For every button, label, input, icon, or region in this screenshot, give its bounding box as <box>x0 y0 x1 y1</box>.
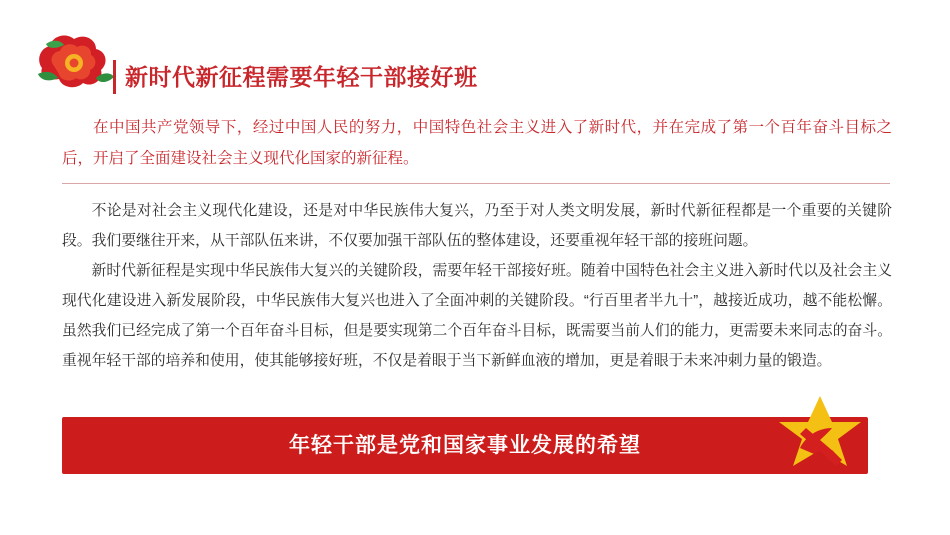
page-title: 新时代新征程需要年轻干部接好班 <box>125 64 478 90</box>
banner-text: 年轻干部是党和国家事业发展的希望 <box>289 434 641 457</box>
body-content <box>62 196 892 376</box>
peony-flower-icon <box>34 30 116 92</box>
lead-paragraph: 在中国共产党领导下，经过中国人民的努力，中国特色社会主义进入了新时代，并在完成了第一个百年奋斗目标之后，开启了全面建设社会主义现代化国家的新征程。 <box>62 119 892 167</box>
slide-header <box>0 22 950 94</box>
section-divider <box>62 183 890 184</box>
title-accent-bar <box>113 60 116 94</box>
body-paragraph-2: 新时代新征程是实现中华民族伟大复兴的关键阶段，需要年轻干部接好班。随着中国特色社会主义进入新时代以及社会主义现代化建设进入新发展阶段，中华民族伟大复兴也进入了全面冲刺的关键阶段。“行百里者半九十”，越接近成功，越不能松懈。虽然我们已经完成了第一个百年奋斗目标，但是要实现第二个百年奋斗目标，既需要当前人们的能力，更需要未来同志的奋斗。重视年轻干部的培养和使用，使其能够接好班，不仅是着眼于当下新鲜血液的增加，更是着眼于未来冲刺力量的锻造。 <box>62 263 892 369</box>
highlight-banner <box>62 417 868 474</box>
party-emblem-hammer-sickle-icon <box>762 392 878 478</box>
body-paragraph-1: 不论是对社会主义现代化建设，还是对中华民族伟大复兴，乃至于对人类文明发展，新时代新征程都是一个重要的关键阶段。我们要继往开来，从干部队伍来讲，不仅要加强干部队伍的整体建设，还要重视年轻干部的接班问题。 <box>62 203 892 249</box>
